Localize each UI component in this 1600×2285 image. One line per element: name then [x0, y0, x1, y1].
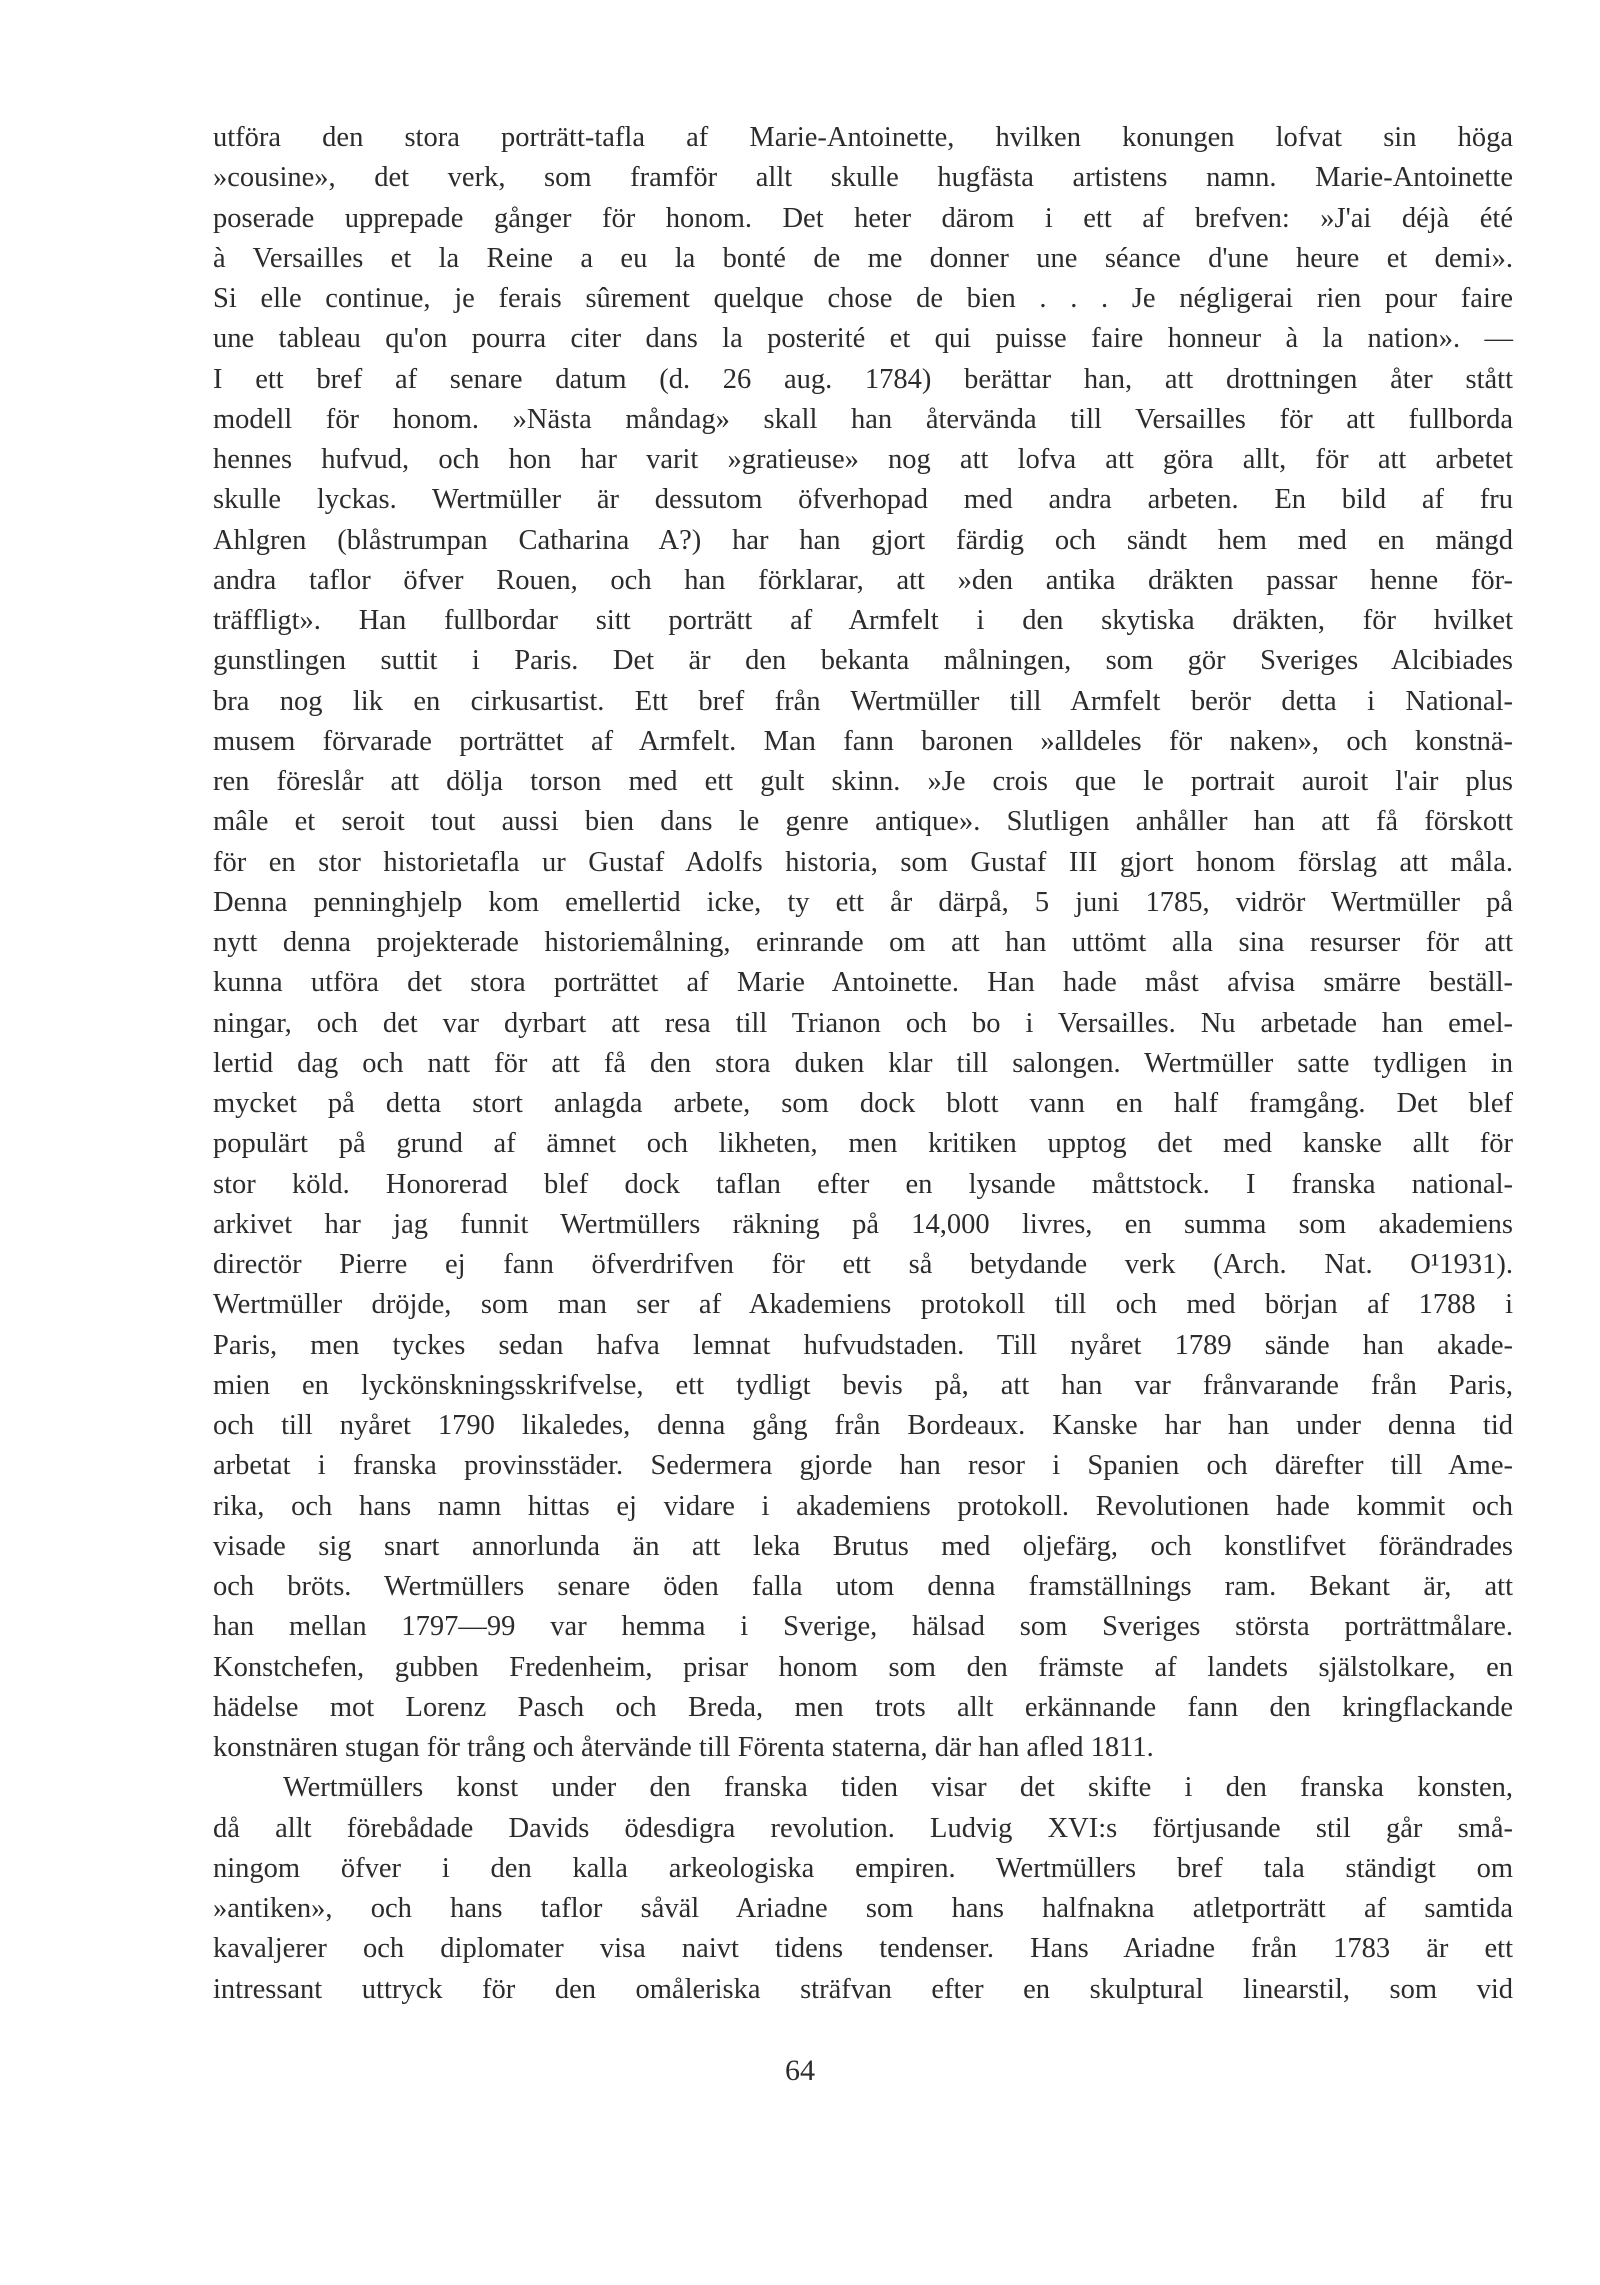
text-line: I ett bref af senare datum (d. 26 aug. 1784) berättar han, att drottningen åter stått [213, 363, 1513, 395]
text-line: visade sig snart annorlunda än att leka Brutus med oljefärg, och konstlifvet förändrades [213, 1530, 1513, 1562]
text-line: ningar, och det var dyrbart att resa till Trianon och bo i Versailles. Nu arbetade han emel- [213, 1007, 1513, 1039]
text-line: Paris, men tyckes sedan hafva lemnat hufvudstaden. Till nyåret 1789 sände han akade- [213, 1329, 1513, 1361]
text-line: populärt på grund af ämnet och likheten, men kritiken upptog det med kanske allt för [213, 1128, 1513, 1160]
text-line: mien en lyckönskningsskrifvelse, ett tydligt bevis på, att han var frånvarande från Paris, [213, 1369, 1513, 1401]
body-text [213, 118, 1513, 2010]
text-line: à Versailles et la Reine a eu la bonté de me donner une séance d'une heure et demi». [213, 242, 1513, 274]
text-line: konstnären stugan för trång och återvände till Förenta staterna, där han afled 1811. [213, 1732, 1154, 1763]
text-line: stor köld. Honorerad blef dock taflan efter en lysande måttstock. I franska national- [213, 1168, 1513, 1200]
text-line: andra taflor öfver Rouen, och han förklarar, att »den antika dräkten passar henne för- [213, 564, 1513, 596]
text-line: han mellan 1797—99 var hemma i Sverige, hälsad som Sveriges största porträttmålare. [213, 1611, 1513, 1643]
text-line: Konstchefen, gubben Fredenheim, prisar honom som den främste af landets själstolkare, en [213, 1651, 1513, 1683]
text-line: ren föreslår att dölja torson med ett gult skinn. »Je crois que le portrait auroit l'air plus [213, 766, 1513, 797]
text-line: arbetat i franska provinsstäder. Sedermera gjorde han resor i Spanien och därefter till Ame- [213, 1450, 1513, 1482]
text-line: kavaljerer och diplomater visa naivt tidens tendenser. Hans Ariadne från 1783 är ett [213, 1933, 1513, 1965]
text-line: Wertmüller dröjde, som man ser af Akademiens protokoll till och med början af 1788 i [213, 1289, 1513, 1321]
text-line: för en stor historietafla ur Gustaf Adolfs historia, som Gustaf III gjort honom förslag att måla. [213, 846, 1513, 878]
page-number: 64 [785, 2054, 815, 2087]
text-line: träffligt». Han fullbordar sitt porträtt af Armfelt i den skytiska dräkten, för hvilket [213, 605, 1513, 636]
text-line: poserade upprepade gånger för honom. Det heter därom i ett af brefven: »J'ai déjà été [213, 202, 1513, 234]
text-line: och bröts. Wertmüllers senare öden falla utom denna framställnings ram. Bekant är, att [213, 1571, 1513, 1602]
text-line: »antiken», och hans taflor såväl Ariadne som hans halfnakna atletporträtt af samtida [213, 1893, 1513, 1924]
text-line: Ahlgren (blåstrumpan Catharina A?) har han gjort färdig och sändt hem med en mängd [213, 524, 1513, 556]
text-line: hädelse mot Lorenz Pasch och Breda, men trots allt erkännande fann den kringflackande [213, 1691, 1513, 1723]
text-line: mycket på detta stort anlagda arbete, som dock blott vann en half framgång. Det blef [213, 1088, 1513, 1119]
text-line: gunstlingen suttit i Paris. Det är den bekanta målningen, som gör Sveriges Alcibiades [213, 645, 1513, 677]
text-line: utföra den stora porträtt-tafla af Marie-Antoinette, hvilken konungen lofvat sin höga [213, 122, 1513, 153]
text-line: musem förvarade porträttet af Armfelt. Man fann baronen »alldeles för naken», och konstnä- [213, 725, 1513, 757]
text-line: skulle lyckas. Wertmüller är dessutom öfverhopad med andra arbeten. En bild af fru [213, 484, 1513, 516]
text-line: kunna utföra det stora porträttet af Marie Antoinette. Han hade måst afvisa smärre beställ- [213, 967, 1513, 999]
text-line: rika, och hans namn hittas ej vidare i akademiens protokoll. Revolutionen hade kommit och [213, 1490, 1513, 1522]
text-line: »cousine», det verk, som framför allt skulle hugfästa artistens namn. Marie-Antoinette [213, 162, 1513, 194]
text-line: bra nog lik en cirkusartist. Ett bref från Wertmüller till Armfelt berör detta i National- [213, 685, 1513, 717]
text-line: hennes hufvud, och hon har varit »gratieuse» nog att lofva att göra allt, för att arbetet [213, 444, 1513, 475]
text-line: intressant uttryck för den omåleriska sträfvan efter en skulptural linearstil, som vid [213, 1973, 1513, 2005]
text-line: Denna penninghjelp kom emellertid icke, ty ett år därpå, 5 juni 1785, vidrör Wertmüller på [213, 886, 1513, 918]
text-line: Wertmüllers konst under den franska tiden visar det skifte i den franska konsten, [283, 1772, 1513, 1804]
text-line: arkivet har jag funnit Wertmüllers räkning på 14,000 livres, en summa som akademiens [213, 1208, 1513, 1240]
text-line: une tableau qu'on pourra citer dans la posterité et qui puisse faire honneur à la nation». — [213, 323, 1513, 355]
text-line: ningom öfver i den kalla arkeologiska empiren. Wertmüllers bref tala ständigt om [213, 1852, 1513, 1884]
text-line: nytt denna projekterade historiemålning, erinrande om att han uttömt alla sina resurser för att [213, 927, 1513, 958]
text-line: mâle et seroit tout aussi bien dans le genre antique». Slutligen anhåller han att få förskott [213, 806, 1513, 838]
text-line: Si elle continue, je ferais sûrement quelque chose de bien . . . Je négligerai rien pour faire [213, 283, 1513, 314]
text-line: lertid dag och natt för att få den stora duken klar till salongen. Wertmüller satte tydligen in [213, 1047, 1513, 1079]
text-line: och till nyåret 1790 likaledes, denna gång från Bordeaux. Kanske har han under denna tid [213, 1410, 1513, 1441]
text-line: då allt förebådade Davids ödesdigra revolution. Ludvig XVI:s förtjusande stil går små- [213, 1812, 1513, 1844]
text-line: directör Pierre ej fann öfverdrifven för ett så betydande verk (Arch. Nat. O¹1931). [213, 1249, 1513, 1280]
text-line: modell för honom. »Nästa måndag» skall han återvända till Versailles för att fullborda [213, 403, 1513, 435]
